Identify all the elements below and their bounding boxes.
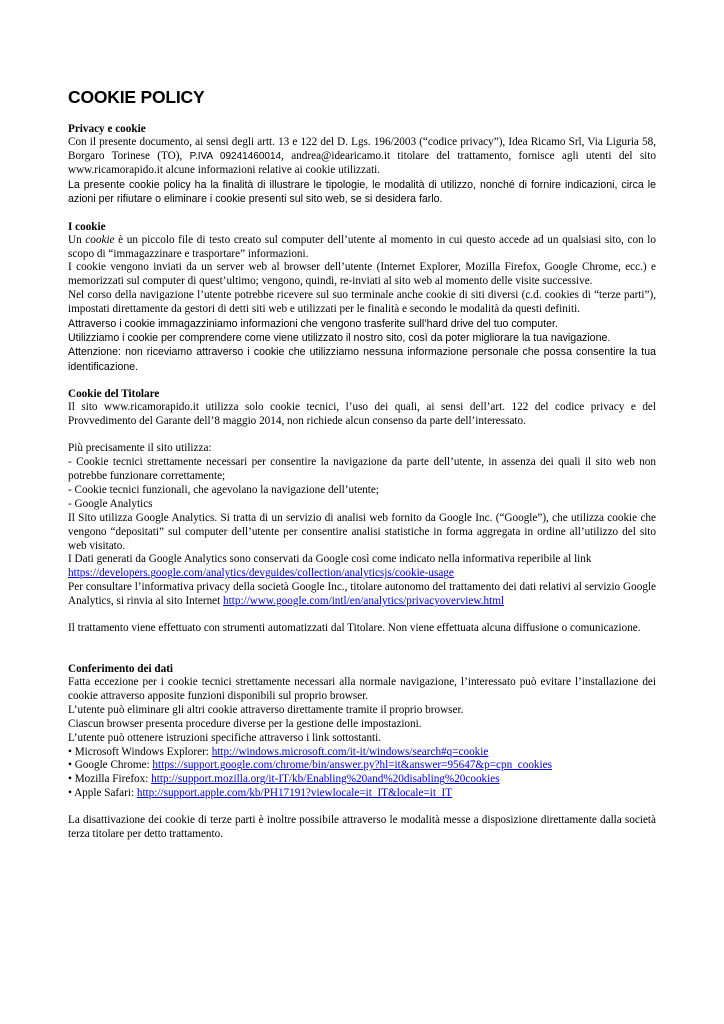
- section-heading: Conferimento dei dati: [68, 662, 174, 675]
- paragraph: Attenzione: non riceviamo attraverso i cookie che utilizziamo nessuna informazione personale che possa consentire la tua identificazione.: [68, 346, 656, 373]
- browser-label: • Apple Safari:: [68, 787, 137, 800]
- ie-cookie-help-link[interactable]: http://windows.microsoft.com/it-it/windows/search#q=cookie: [211, 745, 489, 758]
- paragraph: L’utente può ottenere istruzioni specifiche attraverso i link sottostanti.: [68, 731, 382, 744]
- browser-list-item: [68, 759, 656, 773]
- text: , andrea@idearicamo.it titolare del trattamento, fornisce agli utenti del sito www.ricamorapido.it alcune informazioni relative ai cookie utilizzati.: [68, 149, 656, 176]
- document-page: [68, 86, 656, 842]
- browser-list-item: [68, 787, 656, 801]
- section-cookie-titolare: [68, 387, 656, 636]
- emphasis: cookie: [85, 233, 115, 246]
- paragraph: Nel corso della navigazione l’utente potrebbe ricevere sul suo terminale anche cookie di siti diversi (c.d. cookies di “terze parti”), impostati direttamente da gestori di detti siti web e utilizzati per le finalità e secondo le modalità da questi definiti.: [68, 289, 656, 316]
- page-title: COOKIE POLICY: [68, 87, 205, 107]
- paragraph: I Dati generati da Google Analytics sono conservati da Google così come indicato nella informativa reperibile al link: [68, 553, 592, 566]
- analytics-cookie-usage-link[interactable]: https://developers.google.com/analytics/devguides/collection/analyticsjs/cookie-usage: [68, 567, 454, 580]
- browser-label: • Google Chrome:: [68, 759, 153, 772]
- list-item: - Cookie tecnici funzionali, che agevolano la navigazione dell’utente;: [68, 483, 379, 496]
- paragraph: Utilizziamo i cookie per comprendere come viene utilizzato il nostro sito, così da poter migliorare la tua navigazione.: [68, 332, 611, 345]
- browser-list-item: [68, 746, 656, 760]
- chrome-cookie-help-link[interactable]: https://support.google.com/chrome/bin/answer.py?hl=it&answer=95647&p=cpn_cookies: [152, 759, 552, 772]
- section-heading: Privacy e cookie: [68, 123, 146, 135]
- paragraph: [68, 581, 656, 609]
- paragraph: Il Sito utilizza Google Analytics. Si tratta di un servizio di analisi web fornito da Google Inc. (“Google”), che utilizza cookie che vengono “depositati” sul computer dell’utente per consentire analisi statistiche in forma aggregata in ordine all’utilizzo del sito web visitato.: [68, 511, 656, 552]
- section-privacy: [68, 122, 656, 206]
- paragraph: Attraverso i cookie immagazziniamo informazioni che vengono trasferite sull’hard drive del tuo computer.: [68, 318, 558, 331]
- paragraph: Ciascun browser presenta procedure diverse per la gestione delle impostazioni.: [68, 717, 422, 730]
- browser-label: • Mozilla Firefox:: [68, 773, 152, 786]
- text: Un: [68, 233, 86, 246]
- text: Per consultare l’informativa privacy della società Google Inc., titolare autonomo del trattamento dei dati relativi al servizio Google Analytics, si rinvia al sito Internet: [68, 581, 656, 608]
- paragraph: [68, 136, 656, 178]
- text: è un piccolo file di testo creato sul computer dell’utente al momento in cui questo accede ad un qualsiasi sito, con lo scopo di “immagazzinare e trasportare” informazioni.: [68, 233, 656, 260]
- paragraph: Fatta eccezione per i cookie tecnici strettamente necessari alla normale navigazione, l’interessato può evitare l’installazione dei cookie attraverso apposite funzioni disponibili sul proprio browser.: [68, 675, 656, 702]
- section-heading: Cookie del Titolare: [68, 388, 160, 401]
- section-i-cookie: [68, 220, 656, 374]
- text: Con il presente documento, ai sensi degli artt. 13 e 122 del D. Lgs. 196/2003 (“codice privacy”), Idea Ricamo Srl, Via Liguria 58, Borgaro Torinese (TO),: [68, 136, 656, 162]
- paragraph: I cookie vengono inviati da un server web al browser dell’utente (Internet Explorer, Mozilla Firefox, Google Chrome, ecc.) e memorizzati sul computer di quest’ultimo; vengono, quindi, re-inviati al sito web al momento delle visite successive.: [68, 261, 656, 288]
- section-heading: I cookie: [68, 220, 106, 233]
- paragraph: Più precisamente il sito utilizza:: [68, 442, 212, 455]
- list-item: - Cookie tecnici strettamente necessari per consentire la navigazione da parte dell’utente, in assenza dei quali il sito web non potrebbe funzionare correttamente;: [68, 456, 656, 482]
- browser-list-item: [68, 773, 656, 787]
- paragraph: La presente cookie policy ha la finalità di illustrare le tipologie, le modalità di utilizzo, nonché di fornire indicazioni, circa le azioni per rifiutare o eliminare i cookie presenti sul sito web, se si desidera farlo.: [68, 178, 656, 205]
- piva-text: P.IVA 09241460014: [189, 150, 282, 162]
- section-conferimento: [68, 662, 656, 842]
- paragraph: [68, 567, 656, 581]
- paragraph: Il trattamento viene effettuato con strumenti automatizzati dal Titolare. Non viene effettuata alcuna diffusione o comunicazione.: [68, 622, 641, 635]
- paragraph: Il sito www.ricamorapido.it utilizza solo cookie tecnici, l’uso dei quali, ai sensi dell’art. 122 del codice privacy e del Provvedimento del Garante dell’8 maggio 2014, non richiede alcun consenso da parte dell’interessato.: [68, 401, 656, 428]
- list-item: - Google Analytics: [68, 497, 153, 510]
- paragraph: La disattivazione dei cookie di terze parti è inoltre possibile attraverso le modalità messe a disposizione direttamente dalla società terza titolare per detto trattamento.: [68, 814, 656, 841]
- firefox-cookie-help-link[interactable]: http://support.mozilla.org/it-IT/kb/Enabling%20and%20disabling%20cookies: [151, 773, 500, 786]
- browser-label: • Microsoft Windows Explorer:: [68, 745, 212, 758]
- paragraph: L’utente può eliminare gli altri cookie attraverso direttamente tramite il proprio browser.: [68, 703, 464, 716]
- google-privacy-overview-link[interactable]: http://www.google.com/intl/en/analytics/privacyoverview.html: [223, 595, 505, 608]
- paragraph: [68, 234, 656, 262]
- safari-cookie-help-link[interactable]: http://support.apple.com/kb/PH17191?viewlocale=it_IT&locale=it_IT: [136, 787, 453, 800]
